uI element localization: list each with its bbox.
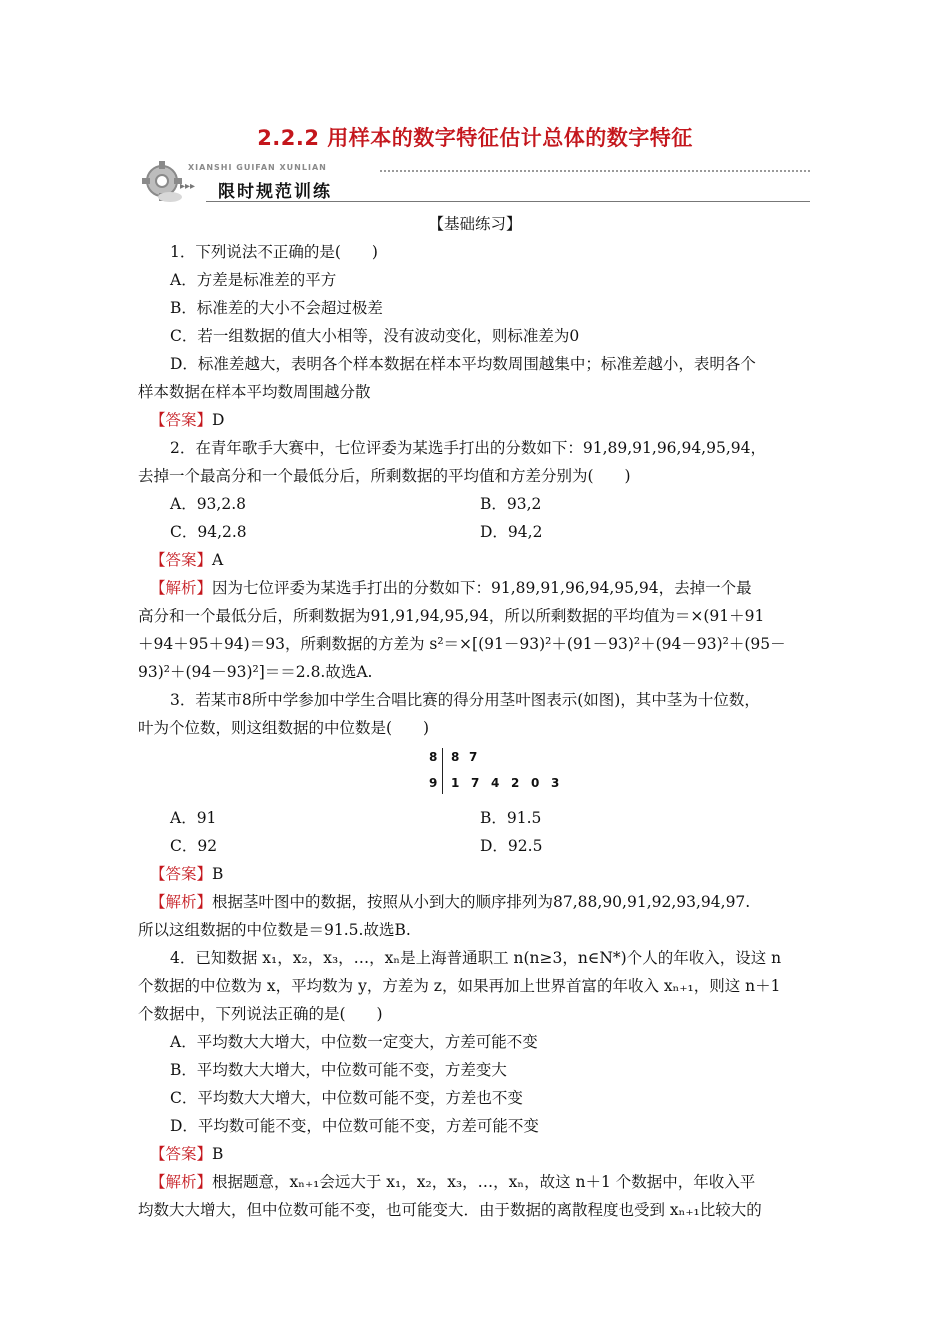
stem-divider	[442, 748, 443, 794]
leaf: 3	[551, 776, 560, 790]
answer-value: D	[212, 411, 225, 429]
q2-analysis-cont-2: ＋94＋95＋94)＝93，所剩数据的方差为 s²＝×[(91－93)²＋(91－93)²＋(94－93)²＋(95－	[138, 635, 786, 653]
q2-option-b: B．93,2	[480, 495, 542, 513]
analysis-text: 根据茎叶图中的数据，按照从小到大的顺序排列为87,88,90,91,92,93,94,97.	[212, 893, 751, 911]
q1-option-d: D．标准差越大，表明各个样本数据在样本平均数周围越集中；标准差越小，表明各个	[170, 355, 756, 373]
banner-dotted-rule	[380, 170, 810, 172]
q2-analysis-cont-3: 93)²＋(94－93)²]＝＝2.8.故选A.	[138, 663, 373, 681]
q3-answer	[150, 864, 223, 884]
section-heading: 【基础练习】	[428, 215, 522, 233]
leaf: 4	[491, 776, 500, 790]
analysis-label: 【解析】	[150, 893, 213, 911]
q4-answer	[150, 1144, 223, 1164]
q4-option-d: D．平均数可能不变，中位数可能不变，方差可能不变	[170, 1117, 539, 1135]
leaf: 1	[451, 776, 460, 790]
q3-option-c: C．92	[170, 837, 218, 855]
leaf: 0	[531, 776, 540, 790]
q3-stem-cont: 叶为个位数，则这组数据的中位数是( )	[138, 719, 430, 737]
q2-option-c: C．94,2.8	[170, 523, 247, 541]
q4-stem: 4．已知数据 x₁，x₂，x₃，…，xₙ是上海普通职工 n(n≥3，n∈N*)个人的年收入，设这 n	[170, 949, 782, 967]
answer-label: 【答案】	[150, 551, 213, 569]
q3-analysis	[150, 892, 750, 912]
q4-stem-cont-1: 个数据的中位数为 x，平均数为 y，方差为 z，如果再加上世界首富的年收入 xₙ₊₁，则这 n＋1	[138, 977, 781, 995]
q3-option-d: D．92.5	[480, 837, 543, 855]
leaf: 7	[471, 776, 480, 790]
answer-label: 【答案】	[150, 411, 213, 429]
answer-value: B	[212, 865, 224, 883]
section-banner	[140, 155, 810, 207]
banner-english: XIANSHI GUIFAN XUNLIAN	[188, 163, 327, 172]
q1-option-b: B．标准差的大小不会超过极差	[170, 299, 383, 317]
q1-option-a: A．方差是标准差的平方	[170, 271, 337, 289]
page-title: 2.2.2 用样本的数字特征估计总体的数字特征	[257, 126, 693, 150]
q4-option-a: A．平均数大大增大，中位数一定变大，方差可能不变	[170, 1033, 538, 1051]
q4-option-b: B．平均数大大增大，中位数可能不变，方差变大	[170, 1061, 507, 1079]
q2-stem: 2．在青年歌手大赛中，七位评委为某选手打出的分数如下：91,89,91,96,94,95,94，	[170, 439, 766, 457]
banner-title: 限时规范训练	[218, 182, 332, 202]
q3-stem: 3．若某市8所中学参加中学生合唱比赛的得分用茎叶图表示(如图)，其中茎为十位数，	[170, 691, 760, 709]
stem-9: 9	[429, 776, 438, 790]
q4-analysis	[150, 1172, 755, 1192]
answer-value: A	[212, 551, 224, 569]
q2-analysis-cont-1: 高分和一个最低分后，所剩数据为91,91,94,95,94，所以所剩数据的平均值为＝×(91＋91	[138, 607, 765, 625]
q1-option-d-cont: 样本数据在样本平均数周围越分散	[138, 383, 371, 401]
q4-analysis-cont: 均数大大增大，但中位数可能不变，也可能变大．由于数据的离散程度也受到 xₙ₊₁比较大的	[138, 1201, 762, 1219]
q1-answer	[150, 410, 224, 430]
arrows-icon: ▸▸▸	[180, 181, 196, 192]
leaf: 8	[451, 750, 460, 764]
answer-label: 【答案】	[150, 1145, 213, 1163]
analysis-text: 因为七位评委为某选手打出的分数如下：91,89,91,96,94,95,94，去掉一个最	[212, 579, 752, 597]
q2-analysis	[150, 578, 752, 598]
q3-option-a: A．91	[170, 809, 217, 827]
q2-option-a: A．93,2.8	[170, 495, 246, 513]
q2-answer	[150, 550, 223, 570]
analysis-text: 根据题意，xₙ₊₁会远大于 x₁，x₂，x₃，…，xₙ，故这 n＋1 个数据中，年收入平	[212, 1173, 756, 1191]
analysis-label: 【解析】	[150, 579, 213, 597]
answer-value: B	[212, 1145, 224, 1163]
analysis-label: 【解析】	[150, 1173, 213, 1191]
banner-rule	[206, 201, 810, 202]
stem-leaf-plot	[425, 748, 565, 794]
q1-option-c: C．若一组数据的值大小相等，没有波动变化，则标准差为0	[170, 327, 580, 345]
leaf: 7	[469, 750, 478, 764]
leaf: 2	[511, 776, 520, 790]
stem-8: 8	[429, 750, 438, 764]
q4-option-c: C．平均数大大增大，中位数可能不变，方差也不变	[170, 1089, 523, 1107]
q2-stem-cont: 去掉一个最高分和一个最低分后，所剩数据的平均值和方差分别为( )	[138, 467, 631, 485]
q4-stem-cont-2: 个数据中，下列说法正确的是( )	[138, 1005, 383, 1023]
q3-analysis-cont: 所以这组数据的中位数是＝91.5.故选B.	[138, 921, 411, 939]
q2-option-d: D．94,2	[480, 523, 543, 541]
answer-label: 【答案】	[150, 865, 213, 883]
q1-stem: 1．下列说法不正确的是( )	[170, 243, 378, 261]
q3-option-b: B．91.5	[480, 809, 542, 827]
